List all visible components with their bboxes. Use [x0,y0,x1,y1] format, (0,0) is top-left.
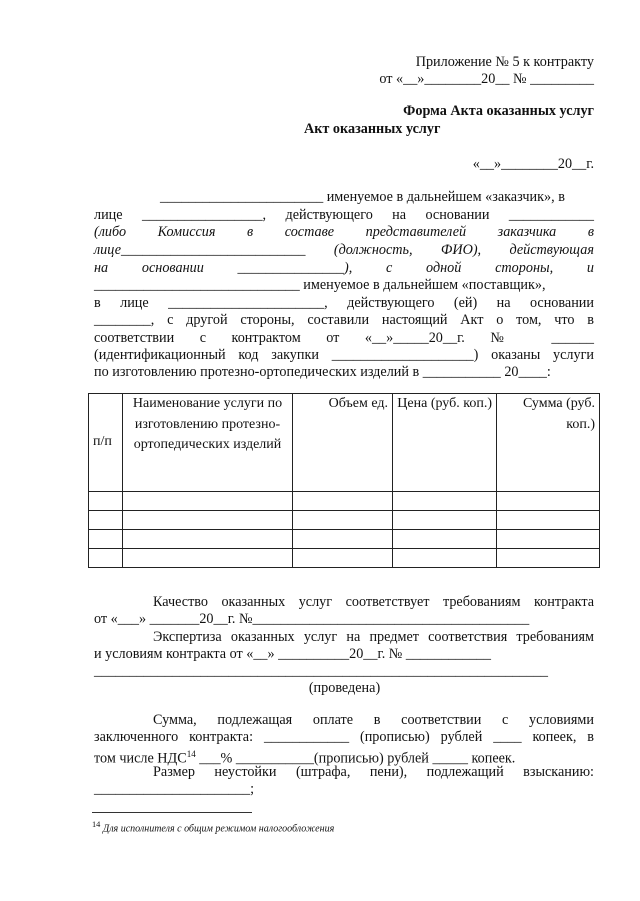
act-date: «__»________20__г. [472,156,594,172]
expertise-line-2: и условиям контракта от «__» __________20__г. № ____________ [94,646,491,662]
header-number: п/п [89,394,123,492]
body-line-4: лице__________________________ (должность, ФИО), действующая [94,242,594,258]
cell [89,530,123,549]
act-title: Акт оказанных услуг [304,121,441,137]
footnote-number: 14 [92,820,101,829]
body-line-2: лице _________________, действующего на основании ____________ [94,207,594,223]
cell [89,549,123,568]
footnote-ref: 14 [186,749,196,759]
contract-reference: от «__»________20__ № _________ [379,71,594,87]
conducted-caption: (проведена) [308,680,381,696]
body-line-5: на основании _______________), с одной стороны, и [94,260,594,276]
footnote [92,820,334,834]
body-line-3: (либо Комиссия в составе представителей заказчика в [94,224,594,240]
body-line-10: (идентификационный код закупки ____________________) оказаны услуги [94,347,594,363]
appendix-label: Приложение № 5 к контракту [415,54,594,70]
body-line-1: _______________________ именуемое в дальнейшем «заказчик», в [160,189,565,205]
body-line-11: по изготовлению протезно-ортопедических изделий в ___________ 20____: [94,364,551,380]
cell [497,549,600,568]
cell [123,549,293,568]
table-row [89,492,600,511]
penalty-line: Размер неустойки (штрафа, пени), подлежащий взысканию: [153,764,594,780]
cell [293,511,393,530]
cell [497,492,600,511]
cell [123,511,293,530]
cell [89,492,123,511]
form-title: Форма Акта оказанных услуг [403,103,594,119]
cell [497,511,600,530]
cell [293,492,393,511]
body-line-9: соответствии с контрактом от «__»_____20__г. № ______ [94,330,594,346]
body-line-6: _____________________________ именуемое в дальнейшем «поставщик», [94,277,546,293]
penalty-blank: ______________________; [94,781,255,797]
vat-details: ___% ___________(прописью) рублей _____ копеек. [195,750,516,767]
cell [393,511,497,530]
expertise-blank-line: ________________________________________________________________ [94,663,548,679]
sum-line-2: заключенного контракта: ____________ (прописью) рублей ____ копеек, в [94,729,594,745]
expertise-line-1: Экспертиза оказанных услуг на предмет соответствия требованиям [153,629,594,645]
footnote-rule [92,812,252,813]
table-header-row [89,394,600,492]
body-line-7: в лице ______________________, действующего (ей) на основании [94,295,594,311]
header-quantity: Объем ед. [293,394,393,492]
cell [393,530,497,549]
cell [89,511,123,530]
quality-line-2: от «___» _______20__г. №_______________________________________ [94,611,530,627]
quality-line-1: Качество оказанных услуг соответствует требованиям контракта [153,594,594,610]
cell [293,530,393,549]
services-table [88,393,600,568]
header-sum: Сумма (руб. коп.) [497,394,600,492]
footnote-text: Для исполнителя с общим режимом налогообложения [100,823,335,835]
cell [123,492,293,511]
cell [393,549,497,568]
table-row [89,530,600,549]
vat-label: том числе НДС [94,750,187,767]
body-line-8: ________, с другой стороны, составили настоящий Акт о том, что в [94,312,594,328]
cell [123,530,293,549]
table-row [89,549,600,568]
cell [393,492,497,511]
sum-line-1: Сумма, подлежащая оплате в соответствии с условиями [153,712,594,728]
header-price: Цена (руб. коп.) [393,394,497,492]
cell [497,530,600,549]
cell [293,549,393,568]
table-row [89,511,600,530]
header-service-name: Наименование услуги по изготовлению протезно-ортопедических изделий [123,394,293,492]
